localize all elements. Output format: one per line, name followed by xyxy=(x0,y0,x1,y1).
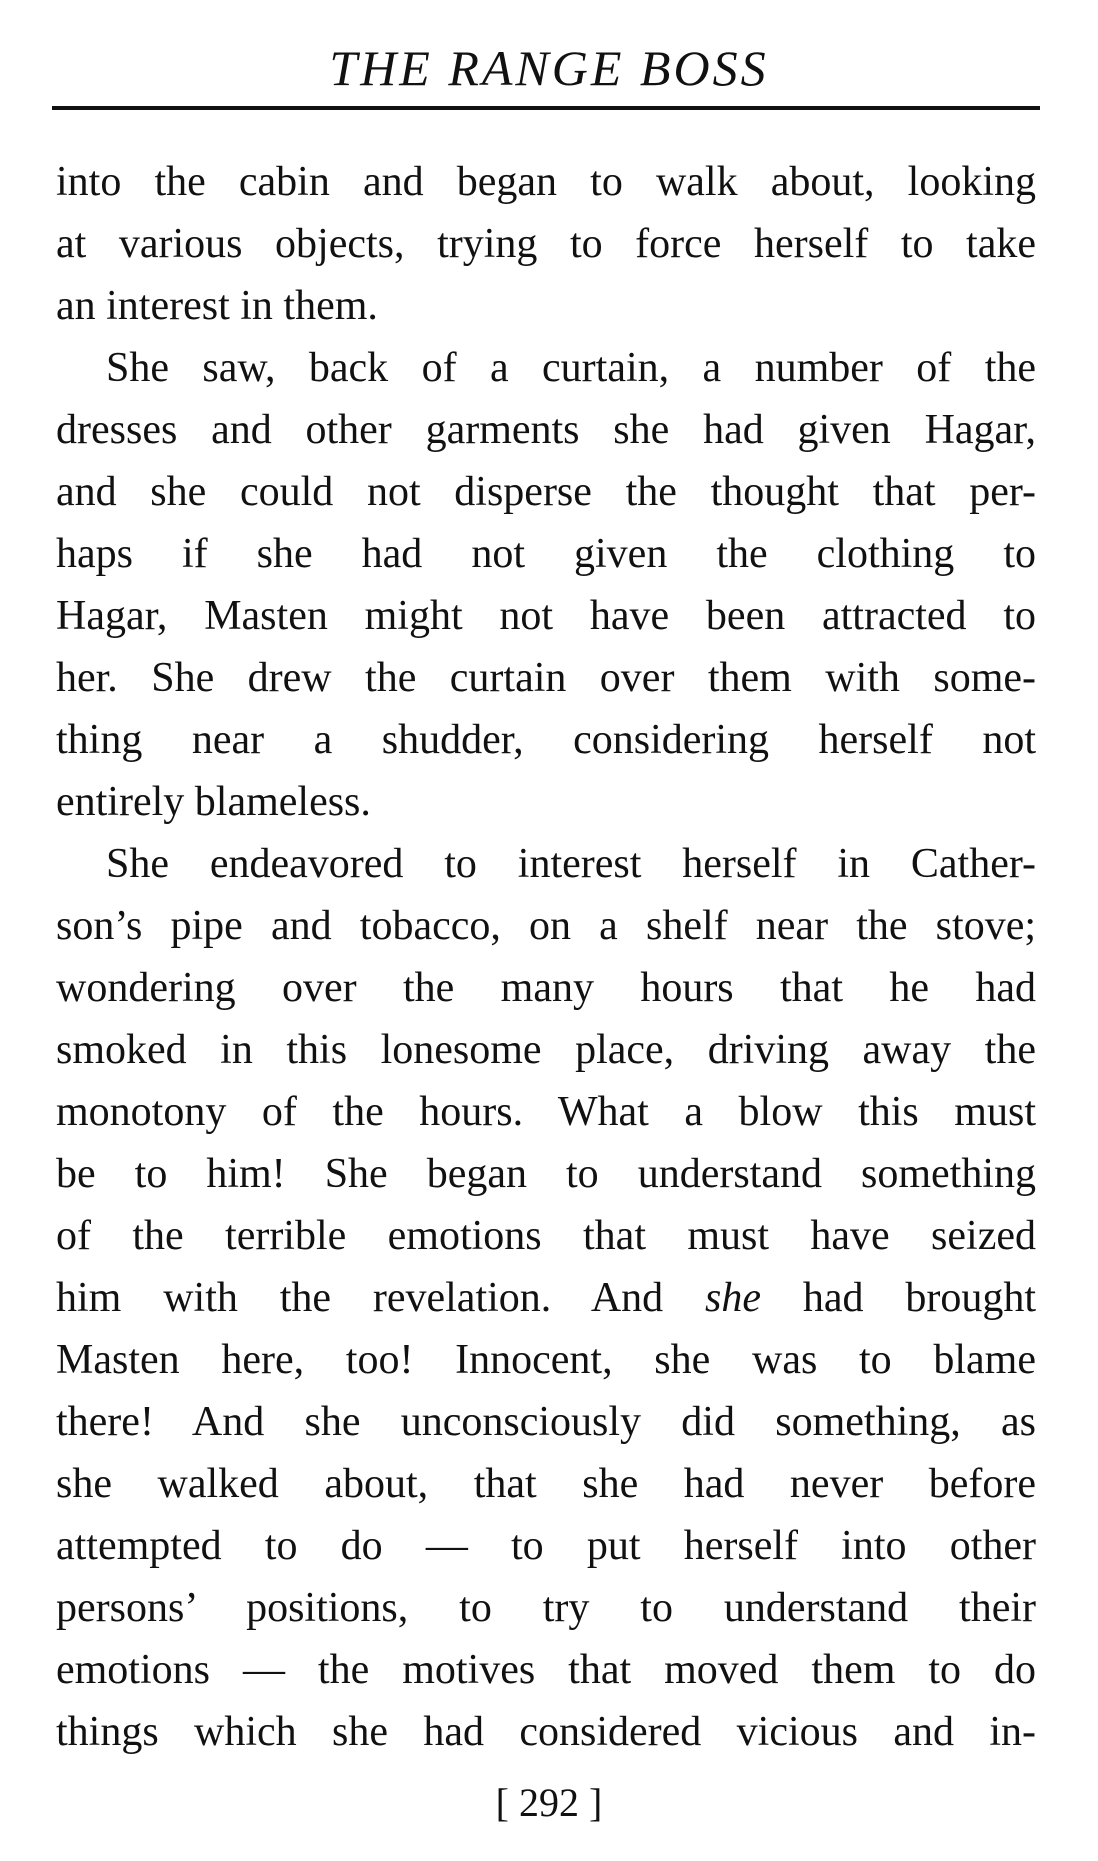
text-line: entirely blameless. xyxy=(56,779,371,825)
page-number: [ 292 ] xyxy=(495,1780,603,1825)
emphasis: she xyxy=(705,1275,762,1321)
text-line: at various objects, trying to force herself to take xyxy=(56,221,1036,267)
text-line: be to him! She began to understand something xyxy=(56,1151,1036,1197)
text-line: monotony of the hours. What a blow this must xyxy=(56,1089,1036,1135)
text-segment: him with the revelation. And xyxy=(56,1275,664,1321)
running-title: THE RANGE BOSS xyxy=(329,40,769,96)
text-line: smoked in this lonesome place, driving away the xyxy=(56,1027,1036,1073)
text-line: Hagar, Masten might not have been attracted to xyxy=(56,593,1036,639)
text-line: Masten here, too! Innocent, she was to blame xyxy=(56,1337,1036,1383)
text-line: there! And she unconsciously did something, as xyxy=(56,1399,1036,1445)
text-segment: had brought xyxy=(802,1275,1037,1321)
text-line: son’s pipe and tobacco, on a shelf near the stove; xyxy=(56,903,1036,949)
text-line: and she could not disperse the thought that per- xyxy=(56,469,1036,515)
header-rule xyxy=(52,106,1040,110)
text-line: she walked about, that she had never before xyxy=(56,1461,1036,1507)
body-text xyxy=(56,151,1036,1763)
text-line: thing near a shudder, considering herself not xyxy=(56,717,1036,763)
text-line: into the cabin and began to walk about, looking xyxy=(56,159,1036,205)
text-line: an interest in them. xyxy=(56,283,378,329)
text-line: attempted to do — to put herself into other xyxy=(56,1523,1036,1569)
text-line: emotions — the motives that moved them to do xyxy=(56,1647,1036,1693)
text-line: She saw, back of a curtain, a number of the xyxy=(106,345,1036,391)
text-line: things which she had considered vicious and in- xyxy=(56,1709,1036,1755)
text-line: dresses and other garments she had given Hagar, xyxy=(56,407,1036,453)
text-line: her. She drew the curtain over them with some- xyxy=(56,655,1036,701)
text-line: She endeavored to interest herself in Cather- xyxy=(106,841,1036,887)
text-line: persons’ positions, to try to understand their xyxy=(56,1585,1036,1631)
text-line: wondering over the many hours that he had xyxy=(56,965,1036,1011)
text-line xyxy=(56,1267,1036,1329)
text-line: haps if she had not given the clothing to xyxy=(56,531,1036,577)
text-line: of the terrible emotions that must have seized xyxy=(56,1213,1036,1259)
